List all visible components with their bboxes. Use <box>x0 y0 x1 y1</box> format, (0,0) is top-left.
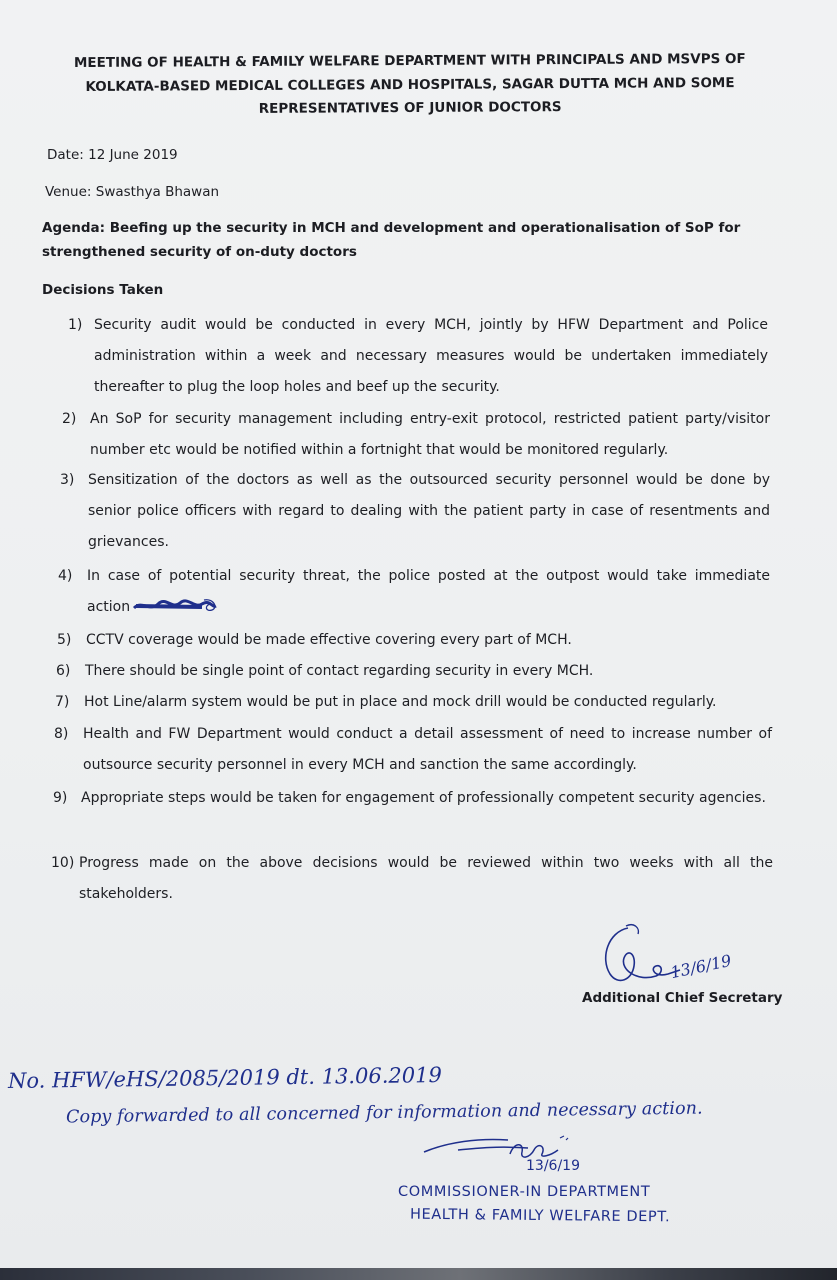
decision-text: An SoP for security management including entry-exit protocol, restricted patient party/visitor number etc would be notified within a fortnight that would be monitored regularly. <box>90 411 770 458</box>
decision-text: Appropriate steps would be taken for engagement of professionally competent security agencies. <box>81 790 766 806</box>
copy-forward-note: Copy forwarded to all concerned for information and necessary action. <box>65 1098 703 1128</box>
decision-text: In case of potential security threat, the police posted at the outpost would take immediate action <box>87 568 770 615</box>
decision-item-3 <box>60 465 770 558</box>
decision-item-1 <box>68 310 768 403</box>
decision-number: 7) <box>55 694 70 710</box>
signatory-title: Additional Chief Secretary <box>582 990 783 1006</box>
decision-number: 2) <box>62 411 77 427</box>
decision-text: CCTV coverage would be made effective covering every part of MCH. <box>86 632 572 648</box>
decision-text: Sensitization of the doctors as well as the outsourced security personnel would be done by senior police officers with regard to dealing with the patient party in case of resentments and grievances. <box>88 472 770 550</box>
decision-number: 6) <box>56 663 71 679</box>
decision-item-9 <box>53 783 773 814</box>
memo-number: No. HFW/eHS/2085/2019 dt. 13.06.2019 <box>7 1062 443 1094</box>
commissioner-title: COMMISSIONER-IN DEPARTMENT <box>398 1184 651 1200</box>
meeting-date: Date: 12 June 2019 <box>47 147 178 163</box>
decision-number: 1) <box>68 317 83 333</box>
decision-number: 3) <box>60 472 75 488</box>
decision-number: 8) <box>54 726 69 742</box>
agenda: Agenda: Beefing up the security in MCH and development and operationalisation of SoP for strengthened security of on-duty doctors <box>42 220 741 260</box>
decision-item-7 <box>55 687 769 718</box>
decision-item-6 <box>56 656 768 687</box>
decision-text: Hot Line/alarm system would be put in place and mock drill would be conducted regularly. <box>84 694 717 710</box>
decision-number: 5) <box>57 632 72 648</box>
decision-number: 10) <box>51 855 75 871</box>
decision-item-8 <box>54 719 772 781</box>
decision-text: Security audit would be conducted in every MCH, jointly by HFW Department and Police administration within a week and necessary measures would be undertaken immediately thereafter to plug the loop holes and beef up the security. <box>94 317 768 395</box>
department-name: HEALTH & FAMILY WELFARE DEPT. <box>409 1206 671 1226</box>
decision-item-10 <box>51 848 773 910</box>
commissioner-sign-date: 13/6/19 <box>526 1158 580 1174</box>
signature-date: 13/6/19 <box>668 950 733 983</box>
decisions-heading: Decisions Taken <box>42 282 164 298</box>
decision-number: 4) <box>58 568 73 584</box>
photo-bottom-edge <box>0 1268 837 1280</box>
decision-text: Progress made on the above decisions would be reviewed within two weeks with all the stakeholders. <box>79 855 773 902</box>
decision-number: 9) <box>53 790 68 806</box>
decision-text: There should be single point of contact regarding security in every MCH. <box>85 663 594 679</box>
strikethrough-scribble <box>132 594 222 618</box>
decision-item-5 <box>57 625 769 656</box>
meeting-venue: Venue: Swasthya Bhawan <box>45 184 220 200</box>
decision-item-2 <box>62 404 770 466</box>
document-title: MEETING OF HEALTH & FAMILY WELFARE DEPARTMENT WITH PRINCIPALS AND MSVPS OF KOLKATA-BASED MEDICAL COLLEGES AND HOSPITALS, SAGAR DUTTA MCH AND SOME REPRESENTATIVES OF JUNIOR DOCTORS <box>73 50 746 117</box>
decision-text: Health and FW Department would conduct a detail assessment of need to increase number of outsource security personnel in every MCH and sanction the same accordingly. <box>83 726 772 773</box>
